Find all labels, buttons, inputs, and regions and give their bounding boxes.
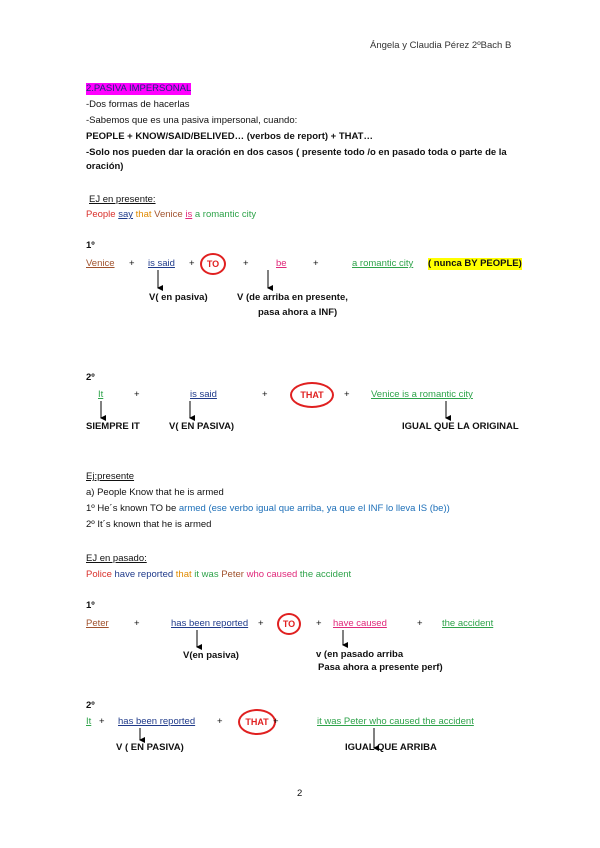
- past-form1-number: 1º: [86, 600, 95, 611]
- intro-line-2: -Sabemos que es una pasiva impersonal, cuando:: [86, 115, 298, 126]
- word-who-caused: who caused: [246, 569, 298, 580]
- present-form1-label-be-2: pasa ahora a INF): [258, 307, 338, 318]
- intro-line-4: -Solo nos pueden dar la oración en dos casos ( presente todo /o en pasado toda o parte de la: [86, 147, 507, 158]
- example-present2-one-a: 1º He´s known TO be: [86, 503, 177, 514]
- present-form1-rest: a romantic city: [352, 258, 414, 269]
- example-present-heading: EJ en presente:: [89, 194, 156, 205]
- past-form1-label-perf-2: Pasa ahora a presente perf): [318, 662, 443, 673]
- section-title: 2.PASIVA IMPERSONAL: [86, 83, 192, 94]
- to-label: TO: [206, 259, 220, 269]
- past-form2-label-verb: V ( EN PASIVA): [116, 742, 184, 753]
- word-police: Police: [86, 569, 112, 580]
- word-venice: Venice: [154, 209, 183, 220]
- present-form2-verb: is said: [190, 389, 217, 400]
- that-label: THAT: [245, 717, 269, 727]
- example-present2-one-b: armed (ese verbo igual que arriba, ya que el INF lo lleva IS (be)): [178, 503, 450, 514]
- plus-sign: +: [417, 618, 423, 629]
- present-form1-number: 1º: [86, 240, 95, 251]
- that-label: THAT: [300, 390, 324, 400]
- example-present2-a: a) People Know that he is armed: [86, 487, 224, 498]
- example-past-heading: EJ en pasado:: [86, 553, 147, 564]
- plus-sign: +: [316, 618, 322, 629]
- word-the-accident: the accident: [299, 569, 352, 580]
- present-form2-rest: Venice is a romantic city: [371, 389, 473, 400]
- present-form2-label-verb: V( EN PASIVA): [169, 421, 235, 432]
- plus-sign: +: [273, 716, 279, 727]
- intro-line-5: oración): [86, 161, 124, 172]
- past-form1-label-verb: V(en pasiva): [183, 650, 239, 661]
- past-form1-label-perf-1: v (en pasado arriba: [316, 649, 404, 660]
- plus-sign: +: [217, 716, 223, 727]
- present-form1-label-verb: V( en pasiva): [149, 292, 208, 303]
- plus-sign: +: [313, 258, 319, 269]
- past-form1-verb: has been reported: [171, 618, 249, 629]
- word-romantic-city: a romantic city: [194, 209, 257, 220]
- word-say: say: [118, 209, 134, 220]
- present-form2-label-rest: IGUAL QUE LA ORIGINAL: [402, 421, 519, 432]
- present-form2-it: It: [98, 389, 104, 400]
- word-that: that: [175, 569, 192, 580]
- intro-line-3: PEOPLE + KNOW/SAID/BELIVED… (verbos de report) + THAT…: [86, 131, 373, 142]
- past-form1-perf: have caused: [333, 618, 387, 629]
- plus-sign: +: [134, 389, 140, 400]
- plus-sign: +: [134, 618, 140, 629]
- past-form1-rest: the accident: [442, 618, 494, 629]
- past-form2-label-rest: IGUAL QUE ARRIBA: [345, 742, 437, 753]
- present-form1-note: ( nunca BY PEOPLE): [428, 258, 522, 269]
- plus-sign: +: [258, 618, 264, 629]
- present-form2-label-it: SIEMPRE IT: [86, 421, 140, 432]
- past-form2-number: 2º: [86, 700, 95, 711]
- to-label: TO: [282, 619, 296, 629]
- plus-sign: +: [189, 258, 195, 269]
- word-have-reported: have reported: [114, 569, 174, 580]
- plus-sign: +: [262, 389, 268, 400]
- page-header-author: Ángela y Claudia Pérez 2ºBach B: [370, 40, 512, 51]
- past-form2-it: It: [86, 716, 92, 727]
- word-it-was: it was: [194, 569, 219, 580]
- present-form1-verb: is said: [148, 258, 175, 269]
- present-form2-number: 2º: [86, 372, 95, 383]
- present-form1-subject: Venice: [86, 258, 115, 269]
- example-present2-heading: Ej:presente: [86, 471, 135, 482]
- present-form1-label-be-1: V (de arriba en presente,: [237, 292, 348, 303]
- past-form2-verb: has been reported: [118, 716, 196, 727]
- word-people: People: [86, 209, 116, 220]
- plus-sign: +: [99, 716, 105, 727]
- past-form2-rest: it was Peter who caused the accident: [317, 716, 474, 727]
- plus-sign: +: [344, 389, 350, 400]
- word-is: is: [185, 209, 193, 220]
- word-peter: Peter: [221, 569, 244, 580]
- plus-sign: +: [243, 258, 249, 269]
- past-form1-subject: Peter: [86, 618, 109, 629]
- example-present2-two: 2º It´s known that he is armed: [86, 519, 212, 530]
- plus-sign: +: [129, 258, 135, 269]
- present-form1-be: be: [276, 258, 287, 269]
- intro-line-1: -Dos formas de hacerlas: [86, 99, 190, 110]
- page-number: 2: [297, 788, 303, 799]
- word-that: that: [135, 209, 152, 220]
